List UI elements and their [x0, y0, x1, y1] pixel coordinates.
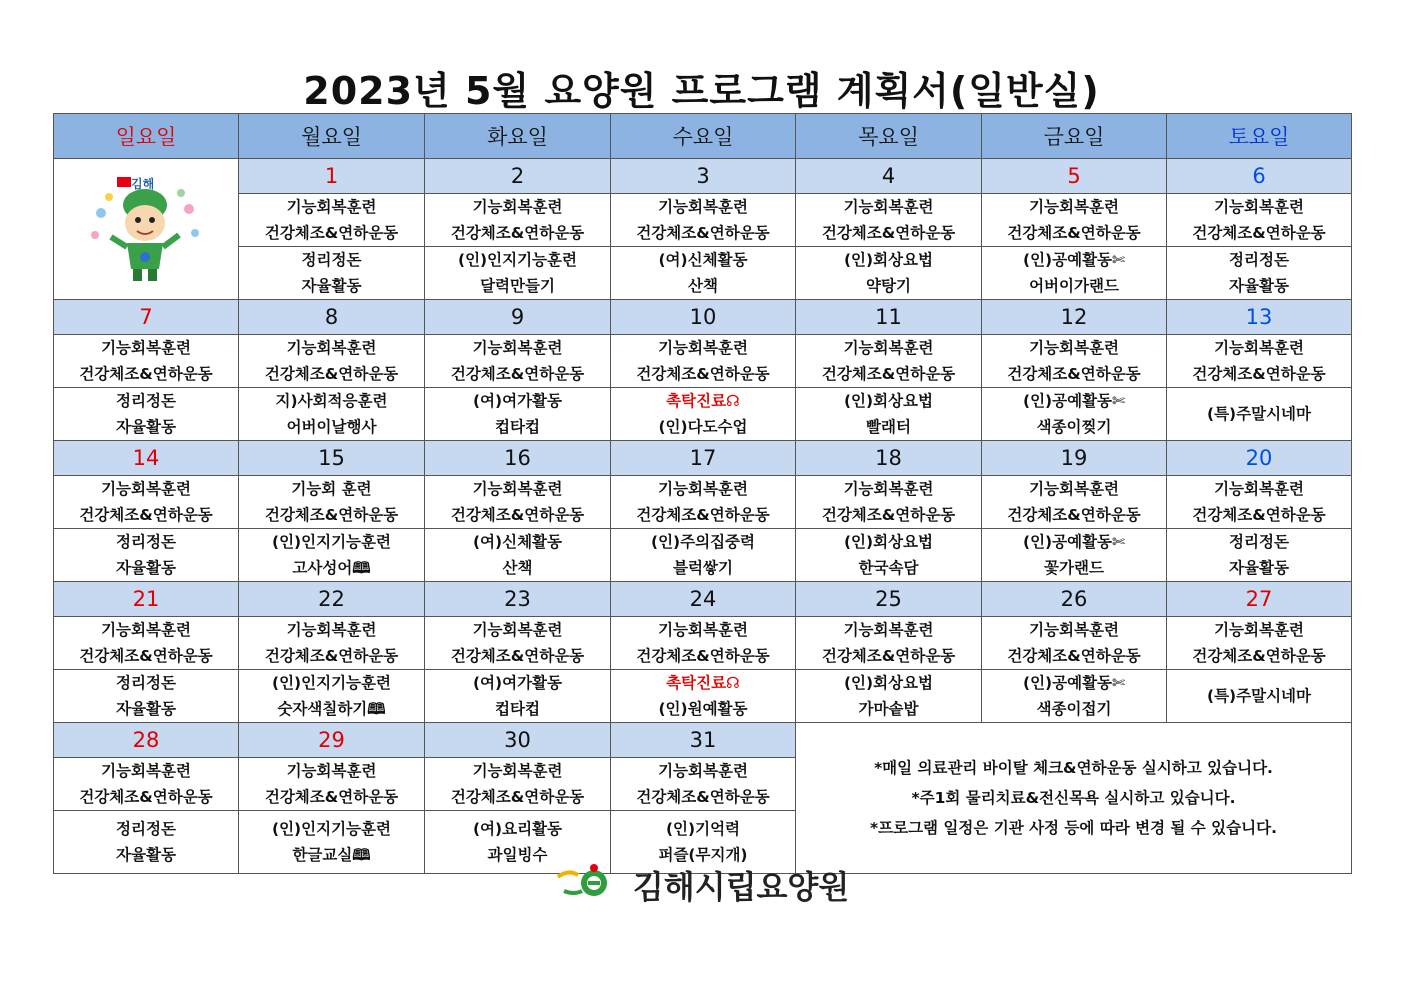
activity-cell	[239, 247, 425, 300]
date-number: 3	[611, 159, 796, 194]
date-number: 19	[982, 441, 1167, 476]
date-number: 12	[982, 300, 1167, 335]
activity-line: 정리정돈	[116, 392, 176, 410]
activity-line: 건강체조&연하운동	[79, 506, 213, 524]
date-number: 24	[611, 582, 796, 617]
activity-line: 기능회복훈련	[472, 480, 563, 498]
activity-cell	[982, 335, 1167, 388]
date-number: 5	[982, 159, 1167, 194]
activity-line: 건강체조&연하운동	[450, 365, 585, 383]
activity-line: 한글교실🕮	[292, 846, 371, 864]
activity-line: 자율활동	[116, 559, 176, 577]
date-number: 2	[425, 159, 611, 194]
activity-line: 지)사회적응훈련	[275, 392, 388, 410]
date-number: 21	[54, 582, 239, 617]
date-number: 28	[54, 723, 239, 758]
activity-line: 건강체조&연하운동	[821, 365, 956, 383]
activity-line: 달력만들기	[480, 277, 555, 295]
activity-line: 색종이찢기	[1036, 418, 1112, 436]
date-row	[54, 723, 1352, 758]
date-number: 17	[611, 441, 796, 476]
activity-line: 숫자색칠하기🕮	[277, 700, 386, 718]
activity-line: 건강체조&연하운동	[636, 224, 770, 242]
activity-cell	[796, 529, 982, 582]
activity-line: 블럭쌓기	[673, 559, 733, 577]
activity-line: 기능회복훈련	[658, 621, 748, 639]
date-number: 7	[54, 300, 239, 335]
activity-line: 기능회복훈련	[472, 198, 563, 216]
activity-line: 건강체조&연하운동	[1192, 647, 1326, 665]
activity-cell	[54, 388, 239, 441]
activity-line: (인)인지기능훈련	[272, 674, 391, 692]
activity-cell	[425, 476, 611, 529]
activity-line: 건강체조&연하운동	[821, 506, 956, 524]
activity-line: (인)회상요법	[843, 251, 934, 269]
activity-line: 정리정돈	[116, 674, 176, 692]
activity-cell	[239, 670, 425, 723]
activity-line: (인)기억력	[665, 820, 741, 838]
activity-line: 기능회복훈련	[1214, 621, 1304, 639]
date-number: 30	[425, 723, 611, 758]
activity-cell	[1167, 194, 1352, 247]
activity-line: 기능회복훈련	[472, 621, 563, 639]
activity-row-secondary	[54, 529, 1352, 582]
activity-line: 기능회복훈련	[101, 480, 191, 498]
activity-line: 산책	[688, 277, 718, 295]
weekday-friday: 금요일	[982, 114, 1167, 159]
activity-cell	[982, 388, 1167, 441]
activity-line: (인)공예활동✄	[1022, 392, 1126, 410]
activity-line: 기능회복훈련	[286, 621, 377, 639]
activity-line: 기능회복훈련	[1029, 621, 1119, 639]
activity-line: 건강체조&연하운동	[1007, 224, 1141, 242]
activity-line: 기능회복훈련	[1214, 339, 1304, 357]
activity-line: 정리정돈	[116, 533, 176, 551]
activity-line: 기능회복훈련	[658, 198, 748, 216]
activity-line: 건강체조&연하운동	[636, 506, 770, 524]
activity-line: (인)회상요법	[843, 533, 934, 551]
gimhae-logo-icon	[554, 863, 616, 907]
activity-row-secondary	[54, 670, 1352, 723]
activity-cell	[982, 247, 1167, 300]
activity-line: (여)신체활동	[472, 533, 563, 551]
mascot-cell	[54, 159, 239, 300]
date-number: 23	[425, 582, 611, 617]
activity-line: 기능회복훈련	[1214, 480, 1304, 498]
activity-cell	[796, 476, 982, 529]
activity-line: 기능회복훈련	[101, 339, 191, 357]
activity-line: 건강체조&연하운동	[636, 365, 770, 383]
activity-line: 기능회복훈련	[658, 480, 748, 498]
activity-line: (여)여가활동	[472, 674, 563, 692]
activity-cell	[239, 335, 425, 388]
activity-line: (여)요리활동	[472, 820, 563, 838]
activity-line: (인)회상요법	[843, 392, 934, 410]
activity-line: 컵타컵	[495, 700, 540, 718]
activity-cell	[982, 194, 1167, 247]
activity-line: (인)주의집중력	[650, 533, 755, 551]
date-number: 18	[796, 441, 982, 476]
activity-line: (인)인지기능훈련	[272, 533, 391, 551]
activity-line: 건강체조&연하운동	[79, 788, 213, 806]
activity-line: 빨래터	[866, 418, 911, 436]
activity-line: 한국속담	[858, 559, 919, 577]
date-number: 4	[796, 159, 982, 194]
activity-cell	[982, 670, 1167, 723]
activity-line: 퍼즐(무지개)	[658, 846, 748, 864]
activity-line: 건강체조&연하운동	[264, 224, 399, 242]
activity-line: 어버이날행사	[286, 418, 377, 436]
activity-line: (여)신체활동	[658, 251, 748, 269]
activity-cell	[796, 670, 982, 723]
activity-line: 기능회복훈련	[101, 621, 191, 639]
activity-cell	[54, 529, 239, 582]
activity-line: 기능회복훈련	[843, 198, 934, 216]
activity-line: 건강체조&연하운동	[1007, 506, 1141, 524]
activity-line: 기능회복훈련	[1214, 198, 1304, 216]
date-number: 25	[796, 582, 982, 617]
activity-line: 약탕기	[866, 277, 911, 295]
activity-line: 자율활동	[116, 418, 176, 436]
activity-line: 기능회복훈련	[286, 339, 377, 357]
activity-line: 건강체조&연하운동	[450, 224, 585, 242]
activity-line: 건강체조&연하운동	[1192, 506, 1326, 524]
activity-line: 기능회복훈련	[843, 480, 934, 498]
mascot-icon	[81, 173, 211, 285]
activity-cell	[796, 247, 982, 300]
activity-line: 기능회복훈련	[101, 762, 191, 780]
weekday-tuesday: 화요일	[425, 114, 611, 159]
activity-cell	[982, 617, 1167, 670]
activity-cell	[425, 670, 611, 723]
activity-line: 산책	[502, 559, 533, 577]
activity-cell	[425, 247, 611, 300]
activity-line: 건강체조&연하운동	[450, 506, 585, 524]
note-line: *매일 의료관리 바이탈 체크&연하운동 실시하고 있습니다.	[874, 759, 1273, 777]
activity-line: 건강체조&연하운동	[1007, 365, 1141, 383]
activity-line: 건강체조&연하운동	[79, 647, 213, 665]
date-row	[54, 582, 1352, 617]
date-number: 8	[239, 300, 425, 335]
date-number: 27	[1167, 582, 1352, 617]
note-line: *프로그램 일정은 기관 사정 등에 따라 변경 될 수 있습니다.	[870, 819, 1277, 837]
activity-line: 자율활동	[116, 700, 176, 718]
activity-cell	[611, 247, 796, 300]
activity-line: (인)공예활동✄	[1022, 674, 1126, 692]
activity-cell	[611, 529, 796, 582]
activity-line: 건강체조&연하운동	[264, 365, 399, 383]
activity-cell	[1167, 617, 1352, 670]
activity-line: 고사성어🕮	[292, 559, 371, 577]
activity-line: 과일빙수	[487, 846, 548, 864]
activity-line: (인)다도수업	[658, 418, 748, 436]
date-number: 16	[425, 441, 611, 476]
activity-line: 기능회복훈련	[472, 762, 563, 780]
activity-cell	[1167, 670, 1352, 723]
weekday-thursday: 목요일	[796, 114, 982, 159]
activity-line: 건강체조&연하운동	[1007, 647, 1141, 665]
activity-line: 기능회복훈련	[1029, 339, 1119, 357]
activity-line: 정리정돈	[1229, 251, 1289, 269]
activity-cell	[1167, 335, 1352, 388]
activity-cell	[239, 758, 425, 811]
weekday-header-row	[54, 114, 1352, 159]
activity-line: 색종이접기	[1036, 700, 1112, 718]
activity-cell	[239, 194, 425, 247]
activity-line: 건강체조&연하운동	[264, 647, 399, 665]
footer	[0, 862, 1403, 908]
activity-line: 가마솥밥	[858, 700, 919, 718]
activity-cell	[1167, 247, 1352, 300]
date-number: 1	[239, 159, 425, 194]
activity-line: 정리정돈	[301, 251, 362, 269]
activity-line: 건강체조&연하운동	[79, 365, 213, 383]
activity-cell	[425, 388, 611, 441]
activity-line: 자율활동	[1229, 559, 1289, 577]
activity-line: 기능회복훈련	[286, 198, 377, 216]
activity-line: 꽃가랜드	[1044, 559, 1104, 577]
activity-line: 자율활동	[116, 846, 176, 864]
activity-line: 건강체조&연하운동	[264, 506, 399, 524]
weekday-saturday: 토요일	[1167, 114, 1352, 159]
activity-cell	[239, 529, 425, 582]
date-number: 20	[1167, 441, 1352, 476]
activity-line: 자율활동	[1229, 277, 1289, 295]
activity-cell	[796, 194, 982, 247]
activity-cell	[54, 476, 239, 529]
activity-line: (특)주말시네마	[1206, 405, 1311, 423]
activity-line: 기능회복훈련	[1029, 480, 1119, 498]
activity-line: 자율활동	[301, 277, 362, 295]
weekday-monday: 월요일	[239, 114, 425, 159]
activity-cell	[54, 617, 239, 670]
activity-line: (인)인지기능훈련	[458, 251, 577, 269]
activity-line: 기능회복훈련	[658, 762, 748, 780]
activity-row-secondary	[54, 247, 1352, 300]
activity-row-primary	[54, 194, 1352, 247]
activity-cell	[54, 335, 239, 388]
date-number: 6	[1167, 159, 1352, 194]
activity-row-primary	[54, 617, 1352, 670]
activity-cell	[425, 194, 611, 247]
activity-cell	[1167, 476, 1352, 529]
activity-line: 건강체조&연하운동	[1192, 365, 1326, 383]
medical-visit-label: 촉탁진료☊	[666, 674, 740, 692]
activity-line: 정리정돈	[116, 820, 176, 838]
activity-line: 기능회복훈련	[843, 621, 934, 639]
date-number: 11	[796, 300, 982, 335]
activity-cell	[239, 388, 425, 441]
program-calendar	[53, 113, 1352, 874]
activity-line: 정리정돈	[1229, 533, 1289, 551]
activity-line: 컵타컵	[495, 418, 540, 436]
activity-cell	[239, 617, 425, 670]
date-number: 29	[239, 723, 425, 758]
note-line: *주1회 물리치료&전신목욕 실시하고 있습니다.	[911, 789, 1236, 807]
activity-line: (인)공예활동✄	[1022, 533, 1126, 551]
activity-line: (인)원예활동	[658, 700, 748, 718]
activity-cell	[54, 758, 239, 811]
activity-cell	[611, 335, 796, 388]
activity-cell	[796, 388, 982, 441]
date-number: 31	[611, 723, 796, 758]
mascot-logo-text: 김해	[131, 177, 155, 191]
activity-cell	[1167, 529, 1352, 582]
date-number: 9	[425, 300, 611, 335]
activity-line: (인)공예활동✄	[1022, 251, 1126, 269]
activity-cell	[425, 617, 611, 670]
date-row	[54, 300, 1352, 335]
activity-cell	[611, 388, 796, 441]
activity-cell	[239, 476, 425, 529]
activity-line: 건강체조&연하운동	[450, 647, 585, 665]
activity-cell	[54, 670, 239, 723]
activity-line: (여)여가활동	[472, 392, 563, 410]
activity-row-primary	[54, 476, 1352, 529]
activity-line: 기능회복훈련	[286, 762, 377, 780]
activity-cell	[611, 476, 796, 529]
activity-line: 어버이가랜드	[1029, 277, 1119, 295]
activity-line: 건강체조&연하운동	[1192, 224, 1326, 242]
activity-line: 기능회복훈련	[843, 339, 934, 357]
activity-line: 기능회복훈련	[472, 339, 563, 357]
activity-line: 건강체조&연하운동	[450, 788, 585, 806]
activity-row-secondary	[54, 388, 1352, 441]
org-name: 김해시립요양원	[632, 868, 850, 906]
page-title: 2023년 5월 요양원 프로그램 계획서(일반실)	[303, 69, 1100, 113]
activity-line: (인)인지기능훈련	[272, 820, 391, 838]
activity-cell	[982, 476, 1167, 529]
activity-cell	[796, 617, 982, 670]
activity-row-primary	[54, 335, 1352, 388]
date-row	[54, 441, 1352, 476]
activity-line: 기능회 훈련	[291, 480, 372, 498]
activity-cell	[425, 529, 611, 582]
activity-line: 기능회복훈련	[658, 339, 748, 357]
activity-cell	[425, 758, 611, 811]
date-row	[54, 159, 1352, 194]
activity-line: 건강체조&연하운동	[636, 647, 770, 665]
medical-visit-label: 촉탁진료☊	[666, 392, 740, 410]
date-number: 10	[611, 300, 796, 335]
weekday-wednesday: 수요일	[611, 114, 796, 159]
activity-line: 건강체조&연하운동	[821, 647, 956, 665]
notes-cell	[796, 723, 1352, 874]
date-number: 13	[1167, 300, 1352, 335]
date-number: 26	[982, 582, 1167, 617]
activity-line: 건강체조&연하운동	[821, 224, 956, 242]
activity-cell	[611, 758, 796, 811]
activity-cell	[611, 194, 796, 247]
activity-line: 건강체조&연하운동	[264, 788, 399, 806]
activity-line: 건강체조&연하운동	[636, 788, 770, 806]
activity-line: 기능회복훈련	[1029, 198, 1119, 216]
activity-cell	[611, 617, 796, 670]
weekday-sunday: 일요일	[54, 114, 239, 159]
activity-cell	[1167, 388, 1352, 441]
activity-cell	[425, 335, 611, 388]
activity-line: (인)회상요법	[843, 674, 934, 692]
date-number: 14	[54, 441, 239, 476]
activity-cell	[796, 335, 982, 388]
activity-cell	[982, 529, 1167, 582]
date-number: 15	[239, 441, 425, 476]
activity-cell	[611, 670, 796, 723]
date-number: 22	[239, 582, 425, 617]
activity-line: (특)주말시네마	[1206, 687, 1311, 705]
